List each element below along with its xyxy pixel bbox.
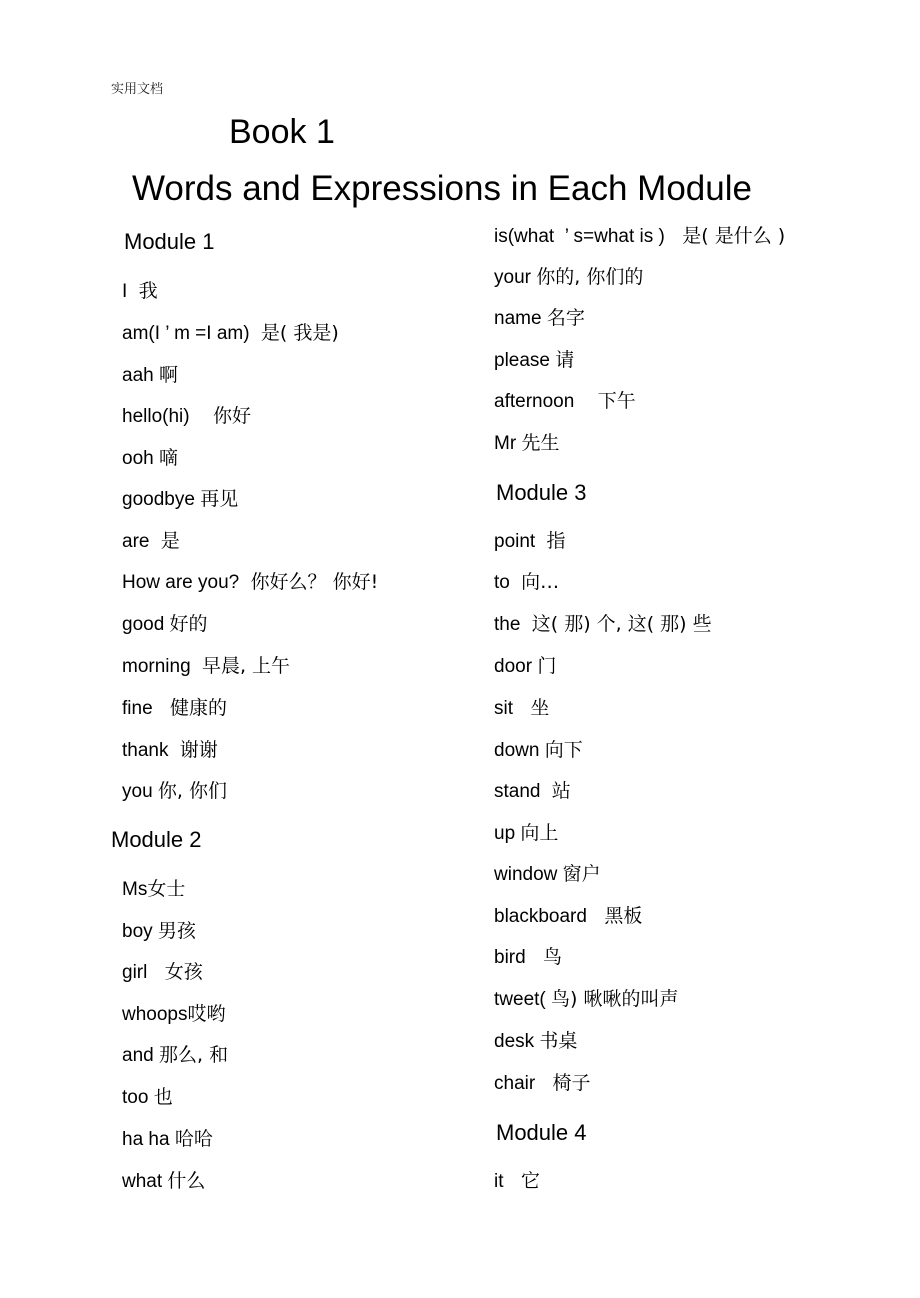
vocab-entry: whoops哎哟 <box>122 1003 226 1025</box>
vocab-entry: please 请 <box>494 349 575 371</box>
vocab-entry: tweet( 鸟) 啾啾的叫声 <box>494 988 679 1010</box>
vocab-entry: window 窗户 <box>494 863 601 885</box>
module-1-heading: Module 1 <box>124 229 215 254</box>
vocab-entry: your 你的, 你们的 <box>494 266 644 288</box>
module-4-heading: Module 4 <box>496 1120 587 1145</box>
vocab-entry: desk 书桌 <box>494 1030 578 1052</box>
vocab-entry: the 这( 那) 个, 这( 那) 些 <box>494 613 712 635</box>
vocab-entry: good 好的 <box>122 613 208 635</box>
vocab-entry: to 向… <box>494 571 560 593</box>
vocab-entry: morning 早晨, 上午 <box>122 655 291 677</box>
vocab-entry: and 那么, 和 <box>122 1044 229 1066</box>
vocab-entry: you 你, 你们 <box>122 780 228 802</box>
vocab-entry: what 什么 <box>122 1170 206 1192</box>
book-title: Book 1 <box>229 113 335 151</box>
vocab-entry: point 指 <box>494 530 566 552</box>
vocab-entry: chair 椅子 <box>494 1072 591 1094</box>
vocab-entry: I 我 <box>122 280 158 302</box>
vocab-entry: blackboard 黑板 <box>494 905 643 927</box>
vocab-entry: too 也 <box>122 1086 173 1108</box>
vocab-entry: name 名字 <box>494 307 585 329</box>
vocab-entry: How are you? 你好么？ 你好! <box>122 571 379 593</box>
vocab-entry: Ms女士 <box>122 878 186 900</box>
module-3-heading: Module 3 <box>496 480 587 505</box>
vocab-entry: fine 健康的 <box>122 697 228 719</box>
vocab-entry: bird 鸟 <box>494 946 563 968</box>
vocab-entry: hello(hi) 你好 <box>122 405 251 427</box>
vocab-entry: girl 女孩 <box>122 961 203 983</box>
vocab-entry: ha ha 哈哈 <box>122 1128 213 1150</box>
document-title: Words and Expressions in Each Module <box>132 169 752 208</box>
vocab-entry: boy 男孩 <box>122 920 196 942</box>
vocab-entry: sit 坐 <box>494 697 550 719</box>
vocab-entry: am(I ’ m =I am) 是( 我是) <box>122 322 339 344</box>
vocab-entry: aah 啊 <box>122 364 178 386</box>
vocab-entry: stand 站 <box>494 780 571 802</box>
vocab-entry: thank 谢谢 <box>122 739 218 761</box>
page-header-label: 实用文档 <box>111 82 164 97</box>
vocab-entry: door 门 <box>494 655 557 677</box>
vocab-entry: are 是 <box>122 530 180 552</box>
vocab-entry: goodbye 再见 <box>122 488 239 510</box>
vocab-entry: it 它 <box>494 1170 540 1192</box>
vocab-entry: Mr 先生 <box>494 432 560 454</box>
module-2-heading: Module 2 <box>111 827 202 852</box>
vocab-entry: up 向上 <box>494 822 559 844</box>
vocab-entry: is(what ’ s=what is ) 是( 是什么 ) <box>494 225 786 247</box>
vocab-entry: down 向下 <box>494 739 583 761</box>
vocab-entry: afternoon 下午 <box>494 390 636 412</box>
vocab-entry: ooh 嘀 <box>122 447 178 469</box>
